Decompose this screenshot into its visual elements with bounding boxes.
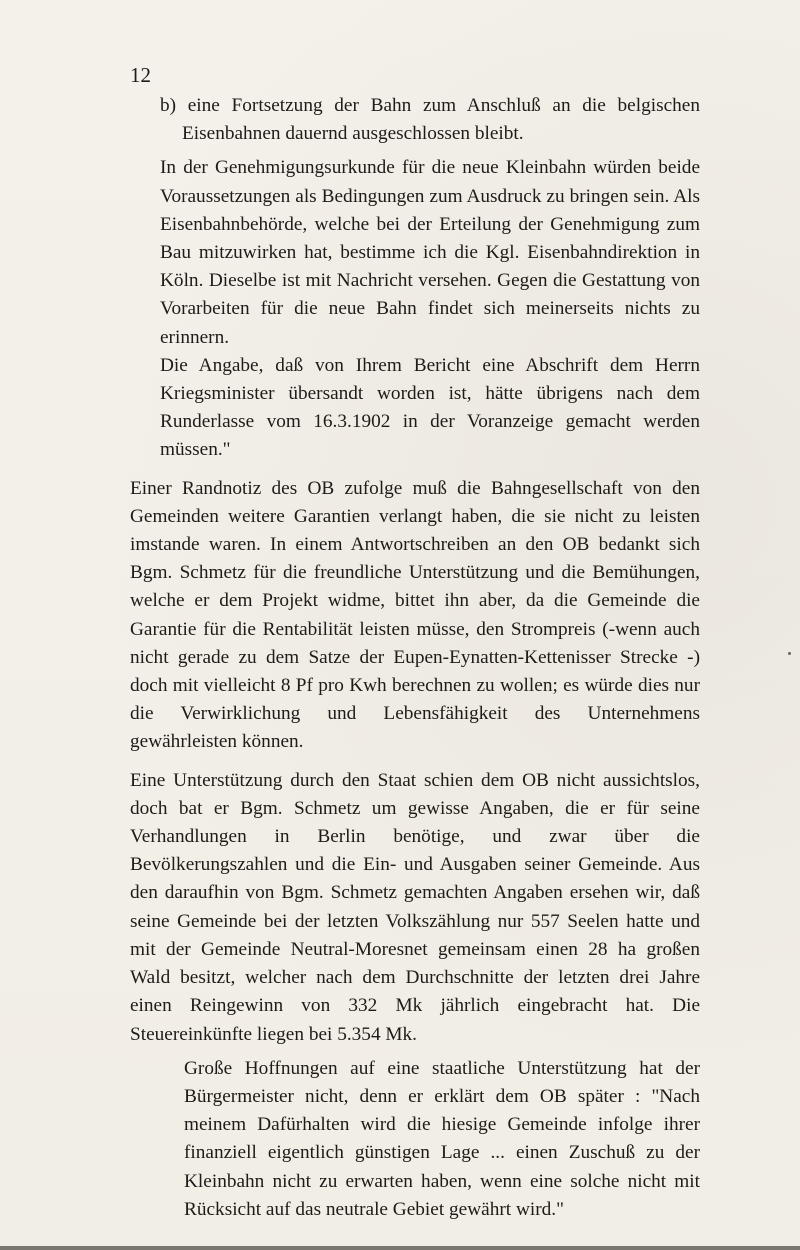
quote-paragraph-1: In der Genehmigungsurkunde für die neue Kleinbahn würden beide Voraussetzungen als Bedingungen zum Ausdruck zu bringen sein. Als Eisenbahnbehörde, welche bei der Erteilung der Genehmigung zum Bau mitzuwirken hat, bestimme ich die Kgl. Eisenbahndirektion in Köln. Dieselbe ist mit Nachricht versehen. Gegen die Gestattung von Vorarbeiten für die neue Bahn findet sich meinerseits nichts zu erinnern. (160, 157, 700, 348)
list-item-b: b) eine Fortsetzung der Bahn zum Anschluß an die belgischen Eisenbahnen dauernd ausgeschlossen bleibt. (160, 95, 700, 145)
page-number: 12 (130, 63, 151, 87)
closing-paragraph: Große Hoffnungen auf eine staatliche Unterstützung hat der Bürgermeister nicht, denn er erklärt dem OB später : "Nach meinem Dafürhalten wird die hiesige Gemeinde infolge ihrer finanziell eigentlich günstigen Lage ... einen Zuschuß zu der Kleinbahn nicht zu erwarten haben, wenn eine solche nicht mit Rücksicht auf das neutrale Gebiet gewährt wird." (184, 1057, 700, 1220)
bottom-edge (0, 1246, 800, 1250)
main-paragraph-1: Einer Randnotiz des OB zufolge muß die Bahngesellschaft von den Gemeinden weitere Garantien verlangt haben, die sie nicht zu leisten imstande waren. In einem Antwortschreiben an den OB bedankt sich Bgm. Schmetz für die freundliche Unterstützung und die Bemühungen, welche er dem Projekt widme, bittet ihn aber, da die Gemeinde die Garantie für die Rentabilität leisten müsse, den Strompreis (-wenn auch nicht gerade zu dem Satze der Eupen-Eynatten-Kettenisser Strecke -) doch mit vielleicht 8 Pf pro Kwh berechnen zu wollen; es würde dies nur die Verwirklichung und Lebensfähigkeit des Unternehmens gewährleisten können. (130, 477, 700, 753)
edge-speck (788, 652, 791, 655)
main-paragraph-2: Eine Unterstützung durch den Staat schien dem OB nicht aussichtslos, doch bat er Bgm. Schmetz um gewisse Angaben, die er für seine Verhandlungen in Berlin benötige, und zwar über die Bevölkerungszahlen und die Ein- und Ausgaben seiner Gemeinde. Aus den daraufhin von Bgm. Schmetz gemachten Angaben ersehen wir, daß seine Gemeinde bei der letzten Volkszählung nur 557 Seelen hatte und mit der Gemeinde Neutral-Moresnet gemeinsam einen 28 ha großen Wald besitzt, welcher nach dem Durchschnitte der letzten drei Jahre einen Reingewinn von 332 Mk jährlich eingebracht hat. Die Steuereinkünfte liegen bei 5.354 Mk. (130, 769, 700, 1045)
quote-paragraph-2: Die Angabe, daß von Ihrem Bericht eine Abschrift dem Herrn Kriegsminister übersandt worden ist, hätte übrigens nach dem Runderlasse vom 16.3.1902 in der Voranzeige gemacht werden müssen." (160, 354, 700, 461)
body-text (130, 92, 700, 1224)
